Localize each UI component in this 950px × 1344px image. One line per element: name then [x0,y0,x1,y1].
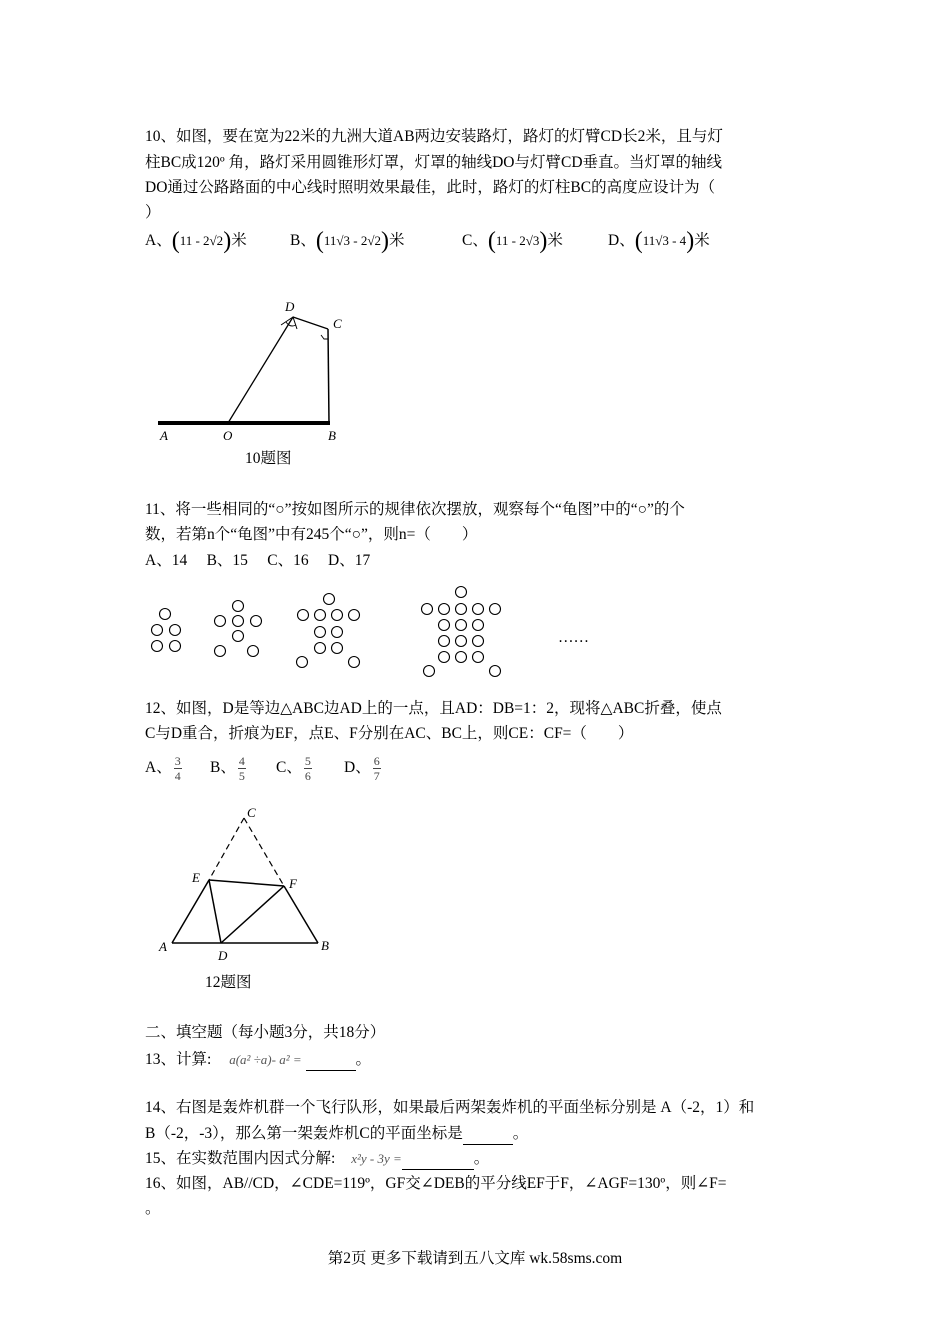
q10-option-b-unit: 米 [388,232,405,250]
side-ae [172,880,209,943]
q14-line-1: 14、右图是轰炸机群一个飞行队形，如果最后两架轰炸机的平面坐标分别是 A（-2，1）和 [145,1099,755,1116]
q13-label: 13、计算: [145,1051,212,1068]
q13-answer-blank[interactable] [306,1050,356,1071]
label-c: C [247,805,256,820]
q11-figure [145,582,525,682]
q10-option-a-expr: 11 - 2√2 [179,233,224,249]
crease-ef [209,880,284,886]
q10-option-d: D、(11√3 - 4)米 [608,228,710,254]
q10-option-d-unit: 米 [694,232,710,250]
q12-option-b-num: 4 [238,754,245,768]
q13-end: 。 [355,1051,372,1068]
label-b: B [321,938,329,953]
label-c: C [333,316,342,331]
q10-line-1: 10、如图，要在宽为22米的九洲大道AB两边安装路灯，路灯的灯臂CD长2米，且与灯 [145,128,723,145]
axis-do [228,317,293,423]
q10-option-c-unit: 米 [547,232,563,250]
q16-line-1: 16、如图，AB//CD，∠CDE=119º，GF交∠DEB的平分线EF于F，∠AGF=130º，则∠F= [145,1175,727,1192]
q10-option-c-label: C、 [462,232,488,250]
q10-figure [150,295,370,455]
section-2-heading: 二、填空题（每小题3分，共18分） [145,1024,386,1041]
fold-ce-dashed [209,818,244,880]
q12-option-d-den: 7 [373,769,380,783]
q10-line-4: ） [145,204,161,221]
q14-text: B（-2，-3），那么第一架轰炸机C的平面坐标是 [145,1125,463,1142]
q16-line-2: 。 [145,1200,161,1217]
q12-option-c [276,754,312,783]
q10-line-2: 柱BC成120º 角，路灯采用圆锥形灯罩，灯罩的轴线DO与灯臂CD垂直。当灯罩的轴线 [145,154,723,171]
q12-option-b-label: B、 [210,759,236,777]
q14-end: 。 [512,1125,529,1142]
q15-expression: x²y - 3y = [351,1151,402,1166]
q14-line-2 [145,1124,528,1145]
q12-option-a-label: A、 [145,759,172,777]
label-o: O [223,428,233,443]
q12-option-a [145,754,182,783]
q15-label: 15、在实数范围内因式分解: [145,1150,336,1167]
q12-option-a-num: 3 [174,754,181,768]
fold-cf-dashed [244,818,284,886]
q15 [145,1149,489,1170]
arm-cd [293,317,328,329]
q10-option-c-expr: 11 - 2√3 [495,233,540,249]
q14-answer-blank[interactable] [463,1124,513,1145]
label-e: E [192,870,200,885]
q12-option-d-num: 6 [373,754,380,768]
q10-option-b: B、(11√3 - 2√2)米 [290,228,405,254]
q10-caption: 10题图 [245,450,292,467]
side-bf [284,886,318,943]
q12-option-c-label: C、 [276,759,302,777]
label-f: F [289,876,297,891]
q13-expression: a(a² ÷a)- a² = [229,1052,302,1067]
q12-option-c-den: 6 [304,769,311,783]
q10-line-3: DO通过公路路面的中心线时照明效果最佳，此时，路灯的灯柱BC的高度应设计为（ [145,179,716,196]
label-d: D [218,948,228,963]
q12-option-b-den: 5 [238,769,245,783]
page-footer: 第2页 更多下载请到五八文库 wk.58sms.com [327,1250,623,1267]
label-a: A [159,939,167,954]
q10-option-a-label: A、 [145,232,172,250]
q10-option-d-expr: 11√3 - 4 [642,233,687,249]
q12-option-b [210,754,246,783]
q12-line-1: 12、如图，D是等边△ABC边AD上的一点，且AD：DB=1：2，现将△ABC折叠，使点 [145,700,722,717]
q13 [145,1050,371,1071]
q12-option-a-den: 4 [174,769,181,783]
label-d: D [285,299,295,314]
q12-line-2: C与D重合，折痕为EF，点E、F分别在AC、BC上，则CE：CF=（ ） [145,725,634,742]
q11-ellipsis: …… [558,629,589,646]
q10-option-b-label: B、 [290,232,316,250]
segment-fd [221,886,284,943]
angle-mark-c [321,335,328,339]
q10-option-b-expr: 11√3 - 2√2 [323,233,381,249]
q12-option-c-num: 5 [304,754,311,768]
q11-line-1: 11、将一些相同的“○”按如图所示的规律依次摆放，观察每个“龟图”中的“○”的个 [145,501,685,518]
q12-option-d [344,754,381,783]
q12-figure [150,800,350,965]
q11-line-2: 数，若第n个“龟图”中有245个“○”，则n=（ ） [145,526,478,543]
label-a: A [160,428,168,443]
q12-caption: 12题图 [205,974,252,991]
q10-option-d-label: D、 [608,232,635,250]
label-b: B [328,428,336,443]
q10-option-a: A、(11 - 2√2)米 [145,228,247,254]
q10-option-c: C、(11 - 2√3)米 [462,228,563,254]
q15-answer-blank[interactable] [402,1149,474,1170]
segment-ed [209,880,221,943]
q11-options: A、14 B、15 C、16 D、17 [145,552,371,569]
q15-end: 。 [473,1150,490,1167]
q10-option-a-unit: 米 [231,232,247,250]
pole-bc [328,329,329,423]
q12-option-d-label: D、 [344,759,371,777]
